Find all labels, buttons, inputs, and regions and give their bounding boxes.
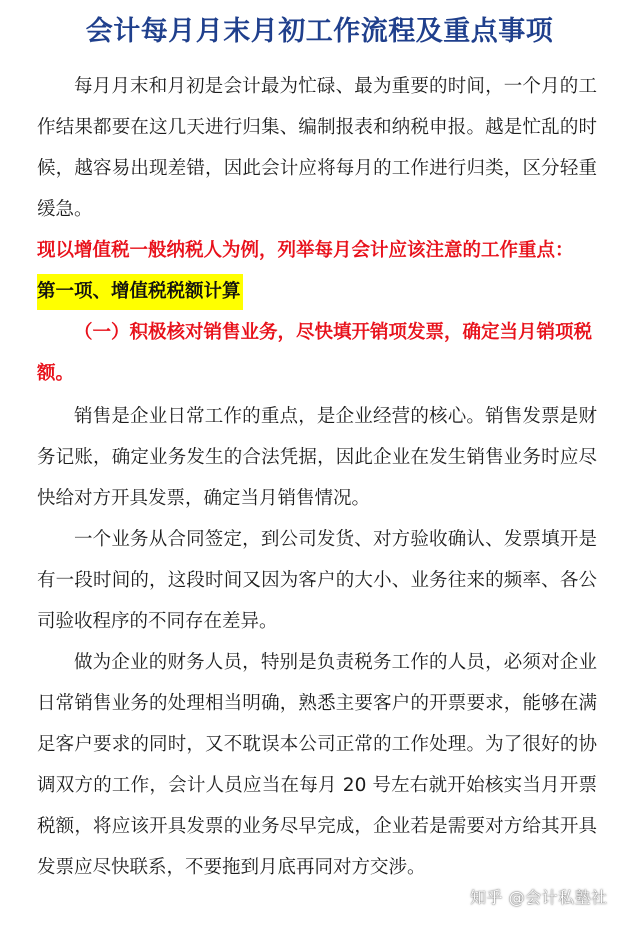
section-subheading: （一）积极核对销售业务，尽快填开销项发票，确定当月销项税额。 — [37, 322, 593, 384]
source-watermark: 知乎 @会计私塾社 — [470, 888, 608, 907]
highlight-intro: 现以增值税一般纳税人为例，列举每月会计应该注意的工作重点： — [37, 240, 574, 261]
body-paragraph-2: 一个业务从合同签定，到公司发货、对方验收确认、发票填开是有一段时间的，这段时间又因为客户的大小、业务往来的频率、各公司验收程序的不同存在差异。 — [37, 529, 597, 632]
document-title: 会计每月月末月初工作流程及重点事项 — [85, 16, 554, 47]
intro-paragraph: 每月月末和月初是会计最为忙碌、最为重要的时间，一个月的工作结果都要在这几天进行归集、编制报表和纳税申报。越是忙乱的时候，越容易出现差错，因此会计应将每月的工作进行归类，区分轻重缓急。 — [37, 76, 597, 220]
body-paragraph-3: 做为企业的财务人员，特别是负责税务工作的人员，必须对企业日常销售业务的处理相当明确，熟悉主要客户的开票要求，能够在满足客户要求的同时，又不耽误本公司正常的工作处理。为了很好的协调双方的工作，会计人员应当在每月 20 号左右就开始核实当月开票税额，将应该开具发票的业务尽早完成，企业若是需要对方给其开具发票应尽快联系，不要拖到月底再同对方交涉。 — [37, 652, 597, 878]
section-heading: 第一项、增值税税额计算 — [37, 274, 243, 310]
body-paragraph-1: 销售是企业日常工作的重点，是企业经营的核心。销售发票是财务记账，确定业务发生的合法凭据，因此企业在发生销售业务时应尽快给对方开具发票，确定当月销售情况。 — [37, 406, 597, 509]
